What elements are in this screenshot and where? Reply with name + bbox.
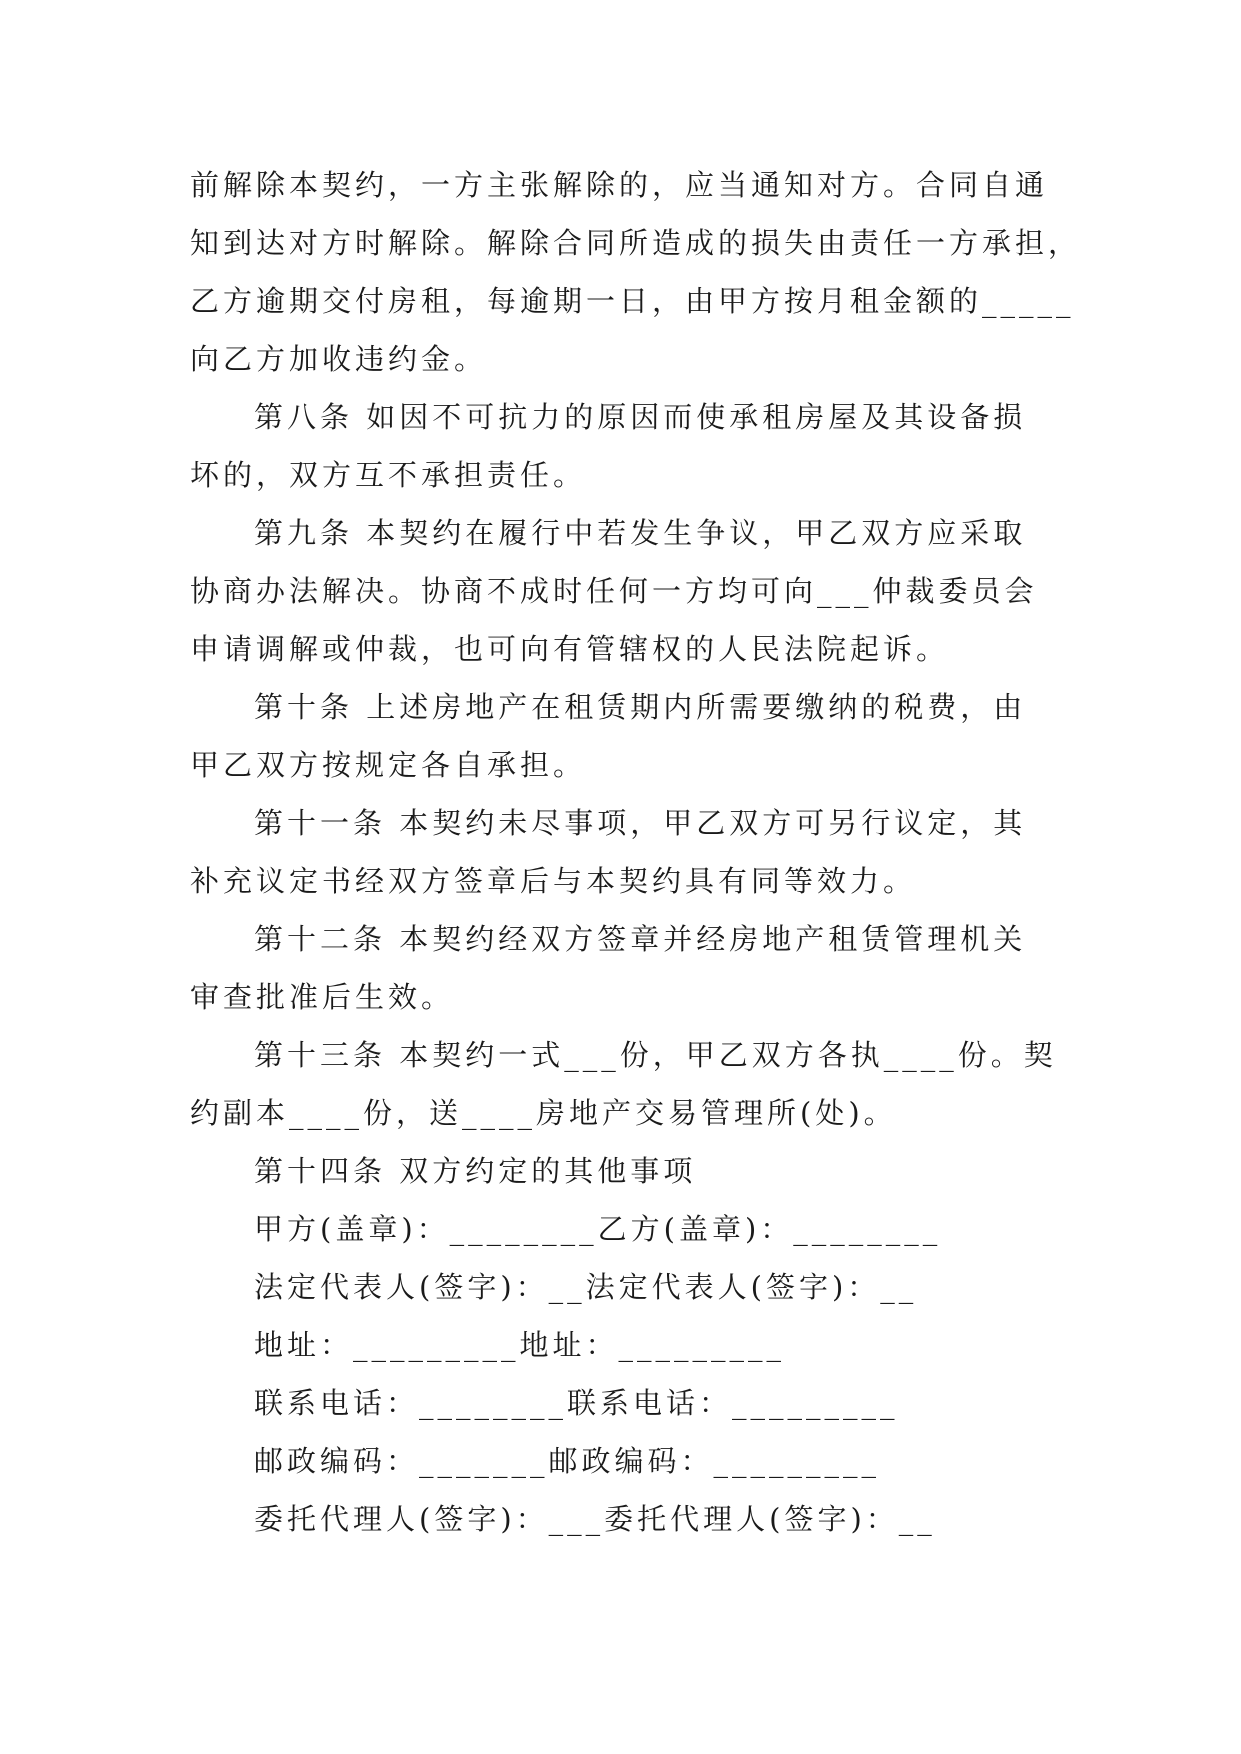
seal-line: 甲方(盖章)：________乙方(盖章)：________ [254, 1212, 942, 1246]
text-line-1: 前解除本契约，一方主张解除的，应当通知对方。合同自通 [190, 168, 1049, 202]
postal-code-line: 邮政编码：_______邮政编码：_________ [254, 1444, 881, 1478]
article-8-line-2: 坏的，双方互不承担责任。 [190, 458, 587, 492]
article-9-line-3: 申请调解或仲裁，也可向有管辖权的人民法院起诉。 [190, 632, 950, 666]
article-11-line-1: 第十一条 本契约未尽事项，甲乙双方可另行议定，其 [254, 806, 1027, 840]
article-12-line-2: 审查批准后生效。 [190, 980, 455, 1014]
article-13-line-2: 约副本____份，送____房地产交易管理所(处)。 [190, 1096, 897, 1130]
article-14-title: 第十四条 双方约定的其他事项 [254, 1154, 697, 1188]
text-line-4: 向乙方加收违约金。 [190, 342, 488, 376]
article-13-line-1: 第十三条 本契约一式___份，甲乙双方各执____份。契 [254, 1038, 1057, 1072]
article-12-line-1: 第十二条 本契约经双方签章并经房地产租赁管理机关 [254, 922, 1027, 956]
article-10-line-2: 甲乙双方按规定各自承担。 [190, 748, 587, 782]
text-line-2: 知到达对方时解除。解除合同所造成的损失由责任一方承担， [190, 226, 1082, 260]
legal-representative-line: 法定代表人(签字)：__法定代表人(签字)：__ [254, 1270, 918, 1304]
document-body [190, 156, 1090, 1548]
article-11-line-2: 补充议定书经双方签章后与本契约具有同等效力。 [190, 864, 917, 898]
article-9-line-2: 协商办法解决。协商不成时任何一方均可向___仲裁委员会 [190, 574, 1038, 608]
article-9-line-1: 第九条 本契约在履行中若发生争议，甲乙双方应采取 [254, 516, 1027, 550]
address-line: 地址：_________地址：_________ [254, 1328, 786, 1362]
phone-line: 联系电话：________联系电话：_________ [254, 1386, 899, 1420]
text-line-3: 乙方逾期交付房租，每逾期一日，由甲方按月租金额的_____ [190, 284, 1075, 318]
article-8-line-1: 第八条 如因不可抗力的原因而使承租房屋及其设备损 [254, 400, 1027, 434]
agent-signature-line: 委托代理人(签字)：___委托代理人(签字)：__ [254, 1502, 936, 1536]
article-10-line-1: 第十条 上述房地产在租赁期内所需要缴纳的税费，由 [254, 690, 1027, 724]
